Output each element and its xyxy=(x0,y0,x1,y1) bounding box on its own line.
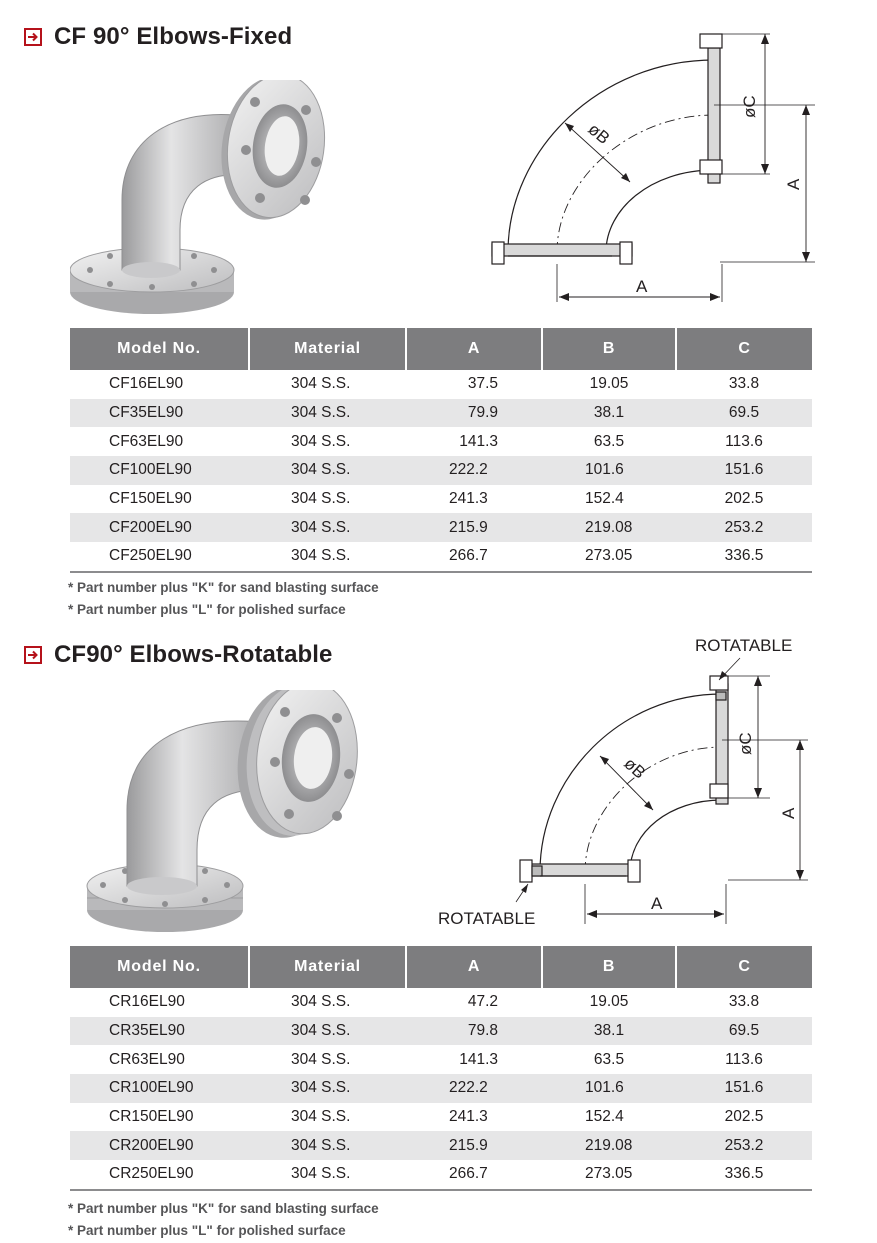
elbow-fixed-dimension-drawing xyxy=(470,20,830,310)
dim-label-a-vertical: A xyxy=(779,807,798,819)
section-title-row xyxy=(24,641,333,669)
section-title: CF90° Elbows-Rotatable xyxy=(54,641,333,668)
cell-a: 79.9 xyxy=(406,399,542,428)
table-row xyxy=(70,1045,812,1074)
cell-model: CR100EL90 xyxy=(70,1074,249,1103)
cell-c: 151.6 xyxy=(676,456,812,485)
cell-a: 47.2 xyxy=(467,993,498,1011)
cell-model: CF63EL90 xyxy=(109,432,184,450)
elbow-rotatable-dimension-drawing xyxy=(430,632,830,932)
cell-material: 304 S.S. xyxy=(249,1160,406,1190)
table-row xyxy=(70,513,812,542)
cell-material: 304 S.S. xyxy=(291,1108,351,1126)
table-row xyxy=(70,988,812,1017)
table-row xyxy=(70,370,812,399)
footnote: * Part number plus "L" for polished surface xyxy=(68,602,346,617)
elbow-fixed-product-image xyxy=(70,80,330,315)
cell-material: 304 S.S. xyxy=(291,993,351,1011)
table-row xyxy=(70,399,812,428)
cell-c: 253.2 xyxy=(676,513,812,542)
cell-material: 304 S.S. xyxy=(291,432,351,450)
table-row xyxy=(70,427,812,456)
cell-b: 63.5 xyxy=(593,432,625,450)
cell-b: 101.6 xyxy=(542,1074,676,1103)
cell-c: 33.8 xyxy=(728,375,760,393)
rotatable-label-top: ROTATABLE xyxy=(695,636,793,655)
cell-b: 219.08 xyxy=(542,513,676,542)
section-fixed xyxy=(0,0,877,620)
dim-label-a-horizontal: A xyxy=(651,894,663,913)
cell-a: 222.2 xyxy=(406,1074,542,1103)
cell-c: 113.6 xyxy=(725,432,763,450)
cell-b: 38.1 xyxy=(542,1017,676,1046)
cell-material: 304 S.S. xyxy=(249,513,406,542)
cell-a: 37.5 xyxy=(467,375,498,393)
footnote: * Part number plus "L" for polished surface xyxy=(68,1223,346,1238)
cell-a: 215.9 xyxy=(406,513,542,542)
cell-a: 266.7 xyxy=(406,542,542,572)
cell-model: CF200EL90 xyxy=(70,513,249,542)
table-header-row xyxy=(70,328,812,370)
cell-material: 304 S.S. xyxy=(291,1050,351,1068)
cell-c: 113.6 xyxy=(725,1050,763,1068)
cell-material: 304 S.S. xyxy=(291,375,351,393)
cell-model: CF100EL90 xyxy=(70,456,249,485)
cell-a: 266.7 xyxy=(406,1160,542,1190)
spec-table xyxy=(70,946,812,1191)
table-row xyxy=(70,1017,812,1046)
dim-label-b: øB xyxy=(620,753,650,783)
cell-c: 69.5 xyxy=(676,399,812,428)
dim-label-a-vertical: A xyxy=(784,178,803,190)
cell-model: CR63EL90 xyxy=(109,1050,185,1068)
section-rotatable xyxy=(0,620,877,1243)
dim-label-a-horizontal: A xyxy=(636,277,648,296)
column-header-c: C xyxy=(676,328,812,370)
dim-label-b: øB xyxy=(584,119,614,149)
table-row xyxy=(70,1160,812,1190)
cell-b: 63.5 xyxy=(593,1050,625,1068)
column-header-model: Model No. xyxy=(70,946,249,988)
cell-a: 222.2 xyxy=(406,456,542,485)
cell-material: 304 S.S. xyxy=(291,490,351,508)
cell-material: 304 S.S. xyxy=(249,1131,406,1160)
arrow-right-boxed-icon xyxy=(24,646,42,664)
table-row xyxy=(70,456,812,485)
cell-a: 79.8 xyxy=(406,1017,542,1046)
footnote: * Part number plus "K" for sand blasting surface xyxy=(68,580,379,595)
arrow-right-boxed-icon xyxy=(24,28,42,46)
cell-b: 273.05 xyxy=(542,542,676,572)
cell-material: 304 S.S. xyxy=(249,1074,406,1103)
section-title: CF 90° Elbows-Fixed xyxy=(54,23,293,50)
elbow-rotatable-product-image xyxy=(85,690,375,940)
cell-c: 336.5 xyxy=(676,542,812,572)
column-header-material: Material xyxy=(249,946,406,988)
cell-b: 38.1 xyxy=(542,399,676,428)
table-header-row xyxy=(70,946,812,988)
cell-a: 241.3 xyxy=(449,1108,488,1126)
section-title-row xyxy=(24,23,292,51)
cell-b: 152.4 xyxy=(585,1108,624,1126)
cell-b: 152.4 xyxy=(585,490,624,508)
cell-b: 19.05 xyxy=(589,375,629,393)
cell-model: CF250EL90 xyxy=(70,542,249,572)
cell-c: 202.5 xyxy=(724,1108,764,1126)
cell-model: CR16EL90 xyxy=(109,993,185,1011)
cell-material: 304 S.S. xyxy=(249,456,406,485)
cell-a: 141.3 xyxy=(459,432,498,450)
spec-table xyxy=(70,328,812,573)
cell-b: 19.05 xyxy=(589,993,629,1011)
rotatable-label-bottom: ROTATABLE xyxy=(438,909,536,928)
cell-model: CR250EL90 xyxy=(70,1160,249,1190)
footnote: * Part number plus "K" for sand blasting surface xyxy=(68,1201,379,1216)
column-header-model: Model No. xyxy=(70,328,249,370)
cell-material: 304 S.S. xyxy=(249,1017,406,1046)
cell-c: 202.5 xyxy=(724,490,764,508)
column-header-b: B xyxy=(542,328,676,370)
table-row xyxy=(70,1103,812,1132)
table-row xyxy=(70,1131,812,1160)
column-header-b: B xyxy=(542,946,676,988)
cell-a: 141.3 xyxy=(459,1050,498,1068)
dim-label-c: øC xyxy=(736,732,755,755)
cell-a: 241.3 xyxy=(449,490,488,508)
column-header-a: A xyxy=(406,946,542,988)
cell-model: CR35EL90 xyxy=(70,1017,249,1046)
table-row xyxy=(70,1074,812,1103)
cell-c: 33.8 xyxy=(728,993,760,1011)
cell-c: 69.5 xyxy=(676,1017,812,1046)
cell-model: CF150EL90 xyxy=(109,490,192,508)
table-row xyxy=(70,542,812,572)
column-header-c: C xyxy=(676,946,812,988)
column-header-a: A xyxy=(406,328,542,370)
column-header-material: Material xyxy=(249,328,406,370)
cell-c: 151.6 xyxy=(676,1074,812,1103)
cell-b: 101.6 xyxy=(542,456,676,485)
cell-model: CR200EL90 xyxy=(70,1131,249,1160)
cell-model: CF16EL90 xyxy=(109,375,184,393)
cell-material: 304 S.S. xyxy=(249,542,406,572)
table-row xyxy=(70,485,812,514)
cell-c: 336.5 xyxy=(676,1160,812,1190)
cell-b: 273.05 xyxy=(542,1160,676,1190)
cell-b: 219.08 xyxy=(542,1131,676,1160)
dim-label-c: øC xyxy=(740,95,759,118)
cell-a: 215.9 xyxy=(406,1131,542,1160)
cell-model: CF35EL90 xyxy=(70,399,249,428)
cell-c: 253.2 xyxy=(676,1131,812,1160)
cell-model: CR150EL90 xyxy=(109,1108,194,1126)
cell-material: 304 S.S. xyxy=(249,399,406,428)
